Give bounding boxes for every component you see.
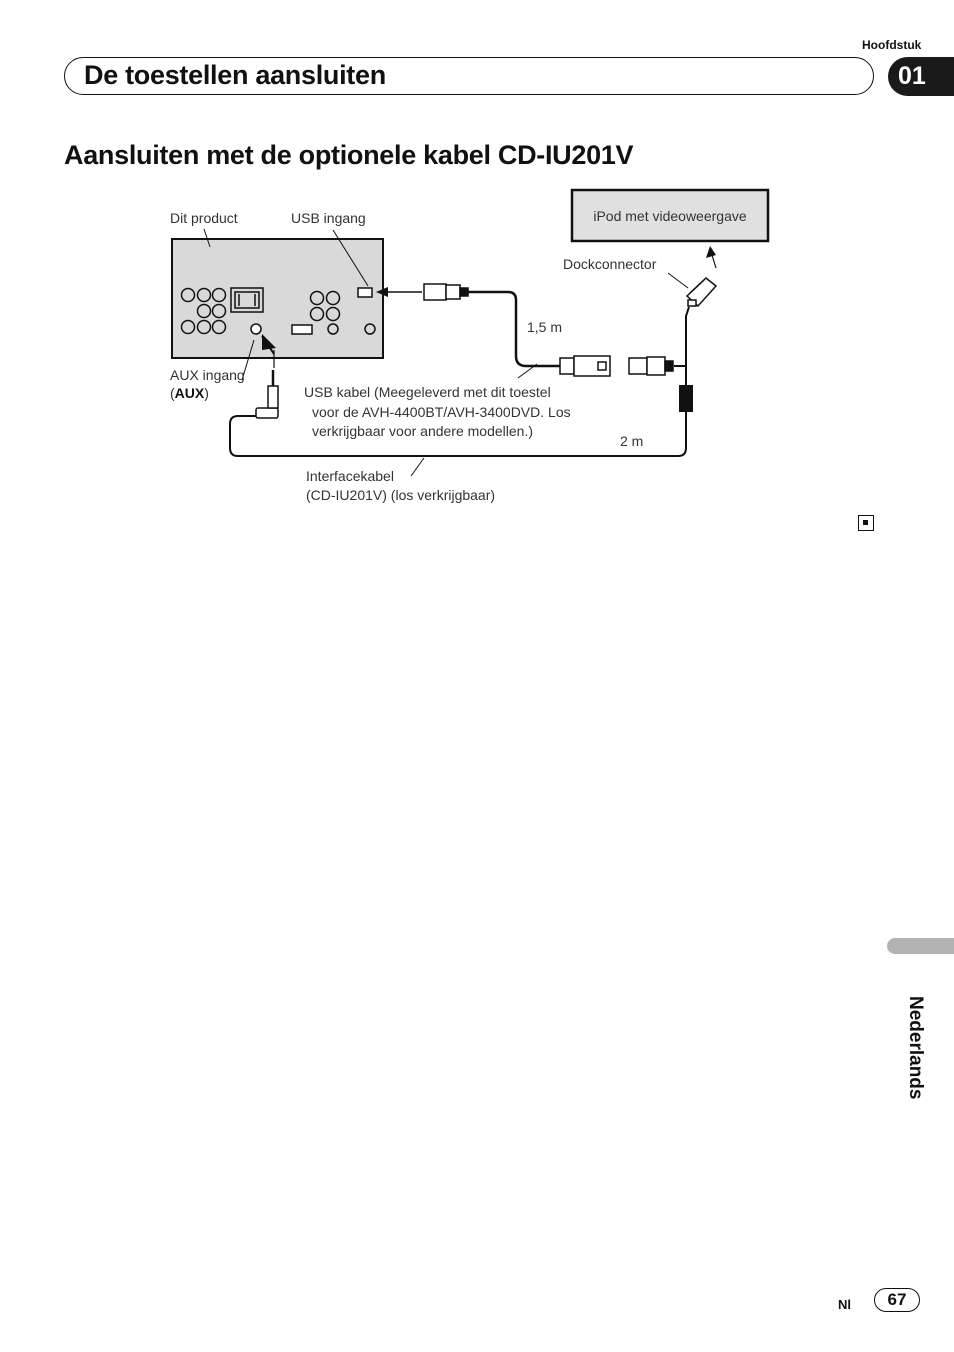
language-tab <box>887 938 954 954</box>
label-usb-cable-2: voor de AVH-4400BT/AVH-3400DVD. Los <box>312 404 571 420</box>
section-title: Aansluiten met de optionele kabel CD-IU201V <box>64 140 634 170</box>
aux-jack <box>251 324 261 334</box>
footer-lang-code: Nl <box>838 1297 851 1312</box>
label-product: Dit product <box>170 210 238 226</box>
label-ipod: iPod met videoweergave <box>593 208 747 224</box>
usb-plug-interface <box>629 357 673 375</box>
label-length-2: 2 m <box>620 433 644 449</box>
label-aux-1: AUX ingang <box>170 367 245 383</box>
chapter-label: Hoofdstuk <box>862 38 922 52</box>
aux-plug <box>256 370 278 418</box>
chapter-title: De toestellen aansluiten <box>84 60 386 90</box>
dock-arrow-head <box>706 246 716 258</box>
usb-plug-male <box>424 284 468 300</box>
label-usb-cable-1: USB kabel (Meegeleverd met dit toestel <box>304 384 551 400</box>
page-number: 67 <box>874 1288 920 1312</box>
connection-diagram <box>0 0 954 520</box>
language-label: Nederlands <box>905 996 926 1100</box>
label-aux-2: (AUX) <box>170 385 209 401</box>
chapter-number: 01 <box>888 57 954 96</box>
label-usb-cable-3: verkrijgbaar voor andere modellen.) <box>312 423 533 439</box>
label-usb-input: USB ingang <box>291 210 366 226</box>
head-unit-panel <box>172 239 383 358</box>
ferrite-core <box>679 385 693 412</box>
small-port <box>292 325 312 334</box>
label-dock: Dockconnector <box>563 256 657 272</box>
section-end-mark <box>858 515 874 531</box>
usb-socket-female <box>560 356 610 376</box>
label-length-1: 1,5 m <box>527 319 563 335</box>
label-interface-1: Interfacekabel <box>306 468 394 484</box>
label-interface-2: (CD-IU201V) (los verkrijgbaar) <box>306 487 496 503</box>
usb-port <box>358 288 372 297</box>
dock-connector <box>687 278 716 306</box>
